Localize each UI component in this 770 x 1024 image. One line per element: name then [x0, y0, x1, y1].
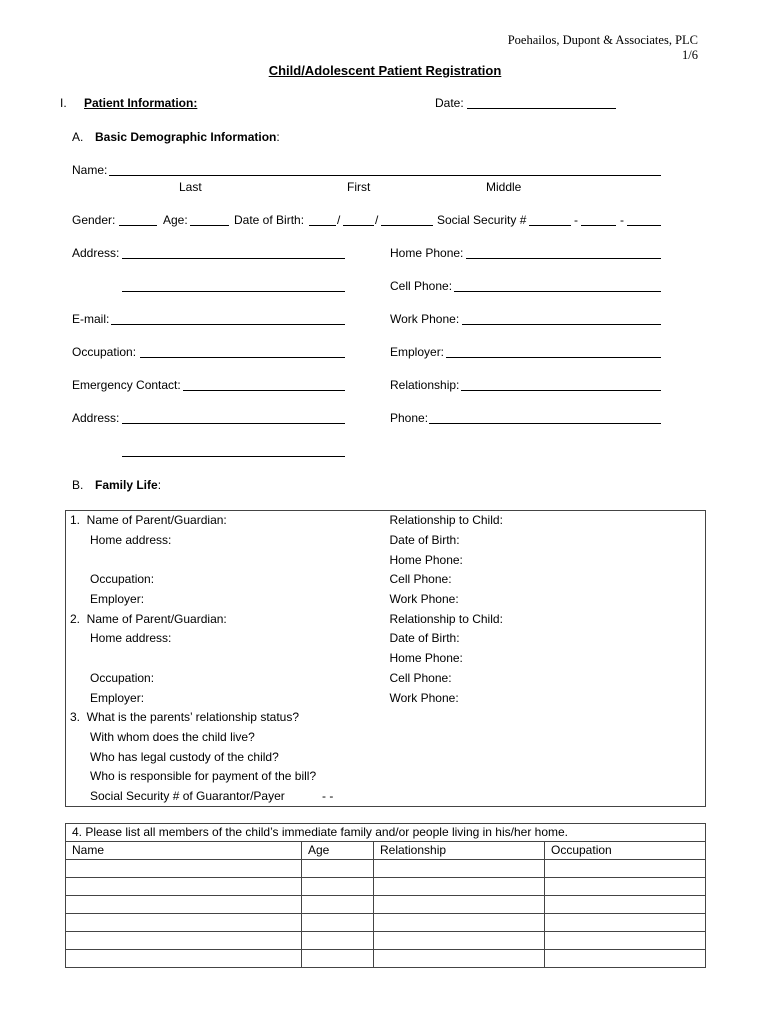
household-member-cell[interactable]: [545, 932, 706, 950]
household-member-cell[interactable]: [545, 896, 706, 914]
age-label: Age:: [163, 213, 188, 227]
family-life-left-label[interactable]: Occupation:: [70, 670, 155, 685]
family-life-left-label[interactable]: Home address:: [70, 631, 172, 646]
emergency-phone-label: Phone:: [390, 411, 429, 425]
household-member-cell[interactable]: [66, 860, 302, 878]
payer-ssn-dashes: - -: [322, 789, 334, 803]
dob-label: Date of Birth:: [234, 213, 305, 227]
email-label: E-mail:: [72, 312, 110, 326]
column-header-age: Age: [302, 842, 374, 860]
emergency-contact-label: Emergency Contact:: [72, 378, 181, 392]
household-member-cell[interactable]: [545, 950, 706, 968]
family-life-right-label[interactable]: Work Phone:: [389, 592, 459, 607]
section-heading-patient-info: Patient Information:: [84, 96, 198, 110]
family-life-left-label[interactable]: Who has legal custody of the child?: [70, 749, 279, 764]
emergency-address-line2-field[interactable]: [122, 456, 345, 457]
section-a-letter: A.: [72, 130, 84, 144]
relationship-label: Relationship:: [390, 378, 460, 392]
date-field[interactable]: [467, 108, 616, 109]
age-field[interactable]: [190, 225, 229, 226]
name-sub-first: First: [347, 180, 371, 194]
column-header-name: Name: [66, 842, 302, 860]
family-life-left-label[interactable]: With whom does the child live?: [70, 729, 255, 744]
family-life-left-label[interactable]: Social Security # of Guarantor/Payer: [70, 788, 285, 803]
column-header-relationship: Relationship: [374, 842, 545, 860]
household-member-cell[interactable]: [302, 914, 374, 932]
section-roman: I.: [60, 96, 67, 110]
family-life-left-label[interactable]: Who is responsible for payment of the bill?: [70, 769, 317, 784]
dob-day-field[interactable]: [343, 225, 374, 226]
dob-month-field[interactable]: [309, 225, 336, 226]
family-life-row: [66, 609, 706, 629]
family-life-right-label[interactable]: Relationship to Child:: [389, 513, 503, 528]
household-member-cell[interactable]: [302, 932, 374, 950]
family-life-left-label[interactable]: [66, 649, 386, 669]
family-life-row: [66, 649, 706, 669]
emergency-address-field[interactable]: [122, 423, 345, 424]
family-life-right-label[interactable]: Home Phone:: [389, 651, 463, 666]
family-life-table: [65, 510, 706, 807]
date-label: Date:: [435, 96, 464, 110]
section-b-heading: Family Life:: [95, 478, 162, 492]
family-life-row: [66, 629, 706, 649]
email-field[interactable]: [111, 324, 345, 325]
dob-separator: /: [375, 213, 379, 227]
family-life-row: [66, 767, 706, 787]
family-life-row: [66, 787, 706, 807]
household-member-cell[interactable]: [302, 896, 374, 914]
household-member-cell[interactable]: [374, 896, 545, 914]
household-member-cell[interactable]: [302, 878, 374, 896]
company-name: Poehailos, Dupont & Associates, PLC: [507, 33, 698, 47]
section-b-letter: B.: [72, 478, 84, 492]
household-member-cell[interactable]: [302, 950, 374, 968]
ssn-separator: -: [620, 213, 624, 227]
family-life-row: [66, 570, 706, 590]
household-member-cell[interactable]: [374, 914, 545, 932]
household-member-cell[interactable]: [66, 914, 302, 932]
cell-phone-label: Cell Phone:: [390, 279, 453, 293]
household-member-cell[interactable]: [66, 896, 302, 914]
gender-field[interactable]: [119, 225, 157, 226]
household-member-row[interactable]: [66, 932, 706, 950]
family-life-row: [66, 728, 706, 748]
ssn-separator: -: [574, 213, 578, 227]
dob-year-field[interactable]: [381, 225, 433, 226]
family-life-row: [66, 590, 706, 610]
family-life-left-label[interactable]: 2. Name of Parent/Guardian:: [70, 611, 227, 626]
emergency-phone-field[interactable]: [429, 423, 661, 424]
family-life-left-label[interactable]: 1. Name of Parent/Guardian:: [70, 513, 227, 528]
employer-field[interactable]: [446, 357, 661, 358]
name-sub-middle: Middle: [486, 180, 522, 194]
family-life-right-label[interactable]: Relationship to Child:: [389, 611, 503, 626]
family-life-left-label[interactable]: Employer:: [70, 690, 145, 705]
household-member-cell[interactable]: [66, 950, 302, 968]
family-life-right-label[interactable]: Date of Birth:: [389, 533, 460, 548]
address-line2-field[interactable]: [122, 291, 345, 292]
family-life-right-label[interactable]: Home Phone:: [389, 552, 463, 567]
family-life-left-label[interactable]: Employer:: [70, 592, 145, 607]
address-field[interactable]: [122, 258, 345, 259]
family-life-row: [66, 747, 706, 767]
family-life-row: [66, 531, 706, 551]
column-header-occupation: Occupation: [545, 842, 706, 860]
household-member-cell[interactable]: [374, 860, 545, 878]
ssn-label: Social Security #: [437, 213, 527, 227]
family-life-row: [66, 688, 706, 708]
relationship-field[interactable]: [461, 390, 661, 391]
occupation-field[interactable]: [140, 357, 345, 358]
ssn-part1-field[interactable]: [529, 225, 571, 226]
ssn-part2-field[interactable]: [581, 225, 616, 226]
cell-phone-field[interactable]: [454, 291, 661, 292]
family-life-right-label[interactable]: Cell Phone:: [389, 670, 452, 685]
name-field[interactable]: [109, 175, 661, 176]
name-sub-last: Last: [179, 180, 202, 194]
household-member-cell[interactable]: [545, 878, 706, 896]
ssn-part3-field[interactable]: [627, 225, 661, 226]
household-member-cell[interactable]: [545, 860, 706, 878]
dob-separator: /: [337, 213, 341, 227]
household-member-row[interactable]: [66, 896, 706, 914]
family-life-right-label[interactable]: [386, 708, 706, 728]
work-phone-field[interactable]: [462, 324, 661, 325]
household-member-cell[interactable]: [66, 932, 302, 950]
household-member-row[interactable]: [66, 914, 706, 932]
household-member-row[interactable]: [66, 860, 706, 878]
employer-label: Employer:: [390, 345, 445, 359]
address-label: Address:: [72, 246, 120, 260]
family-life-row: [66, 511, 706, 531]
work-phone-label: Work Phone:: [390, 312, 460, 326]
family-life-right-label[interactable]: Work Phone:: [389, 690, 459, 705]
section-a-heading: Basic Demographic Information:: [95, 130, 280, 144]
family-life-left-label[interactable]: [66, 550, 386, 570]
gender-label: Gender:: [72, 213, 116, 227]
family-life-right-label[interactable]: [386, 787, 706, 807]
household-member-cell[interactable]: [545, 914, 706, 932]
family-life-row: [66, 708, 706, 728]
family-life-right-label[interactable]: [386, 767, 706, 787]
family-life-left-label[interactable]: Home address:: [70, 533, 172, 548]
form-title: Child/Adolescent Patient Registration: [268, 63, 502, 78]
family-life-left-label[interactable]: 3. What is the parents’ relationship status?: [70, 710, 300, 725]
family-life-right-label[interactable]: Cell Phone:: [389, 572, 452, 587]
household-member-cell[interactable]: [66, 878, 302, 896]
occupation-label: Occupation:: [72, 345, 137, 359]
home-phone-field[interactable]: [466, 258, 661, 259]
family-life-row: [66, 550, 706, 570]
family-life-right-label[interactable]: [386, 728, 706, 748]
household-member-cell[interactable]: [374, 878, 545, 896]
page-number: 1/6: [682, 48, 698, 62]
emergency-contact-field[interactable]: [183, 390, 345, 391]
household-members-table: [65, 823, 706, 968]
emergency-address-label: Address:: [72, 411, 120, 425]
family-life-right-label[interactable]: Date of Birth:: [389, 631, 460, 646]
household-member-row[interactable]: [66, 878, 706, 896]
household-member-cell[interactable]: [374, 950, 545, 968]
home-phone-label: Home Phone:: [390, 246, 464, 260]
name-label: Name:: [72, 163, 108, 177]
family-life-row: [66, 669, 706, 689]
household-member-cell[interactable]: [374, 932, 545, 950]
household-member-row[interactable]: [66, 950, 706, 968]
household-members-title: 4. Please list all members of the child’s immediate family and/or people living in his/her home.: [66, 824, 706, 842]
family-life-right-label[interactable]: [386, 747, 706, 767]
family-life-left-label[interactable]: Occupation:: [70, 572, 155, 587]
household-member-cell[interactable]: [302, 860, 374, 878]
